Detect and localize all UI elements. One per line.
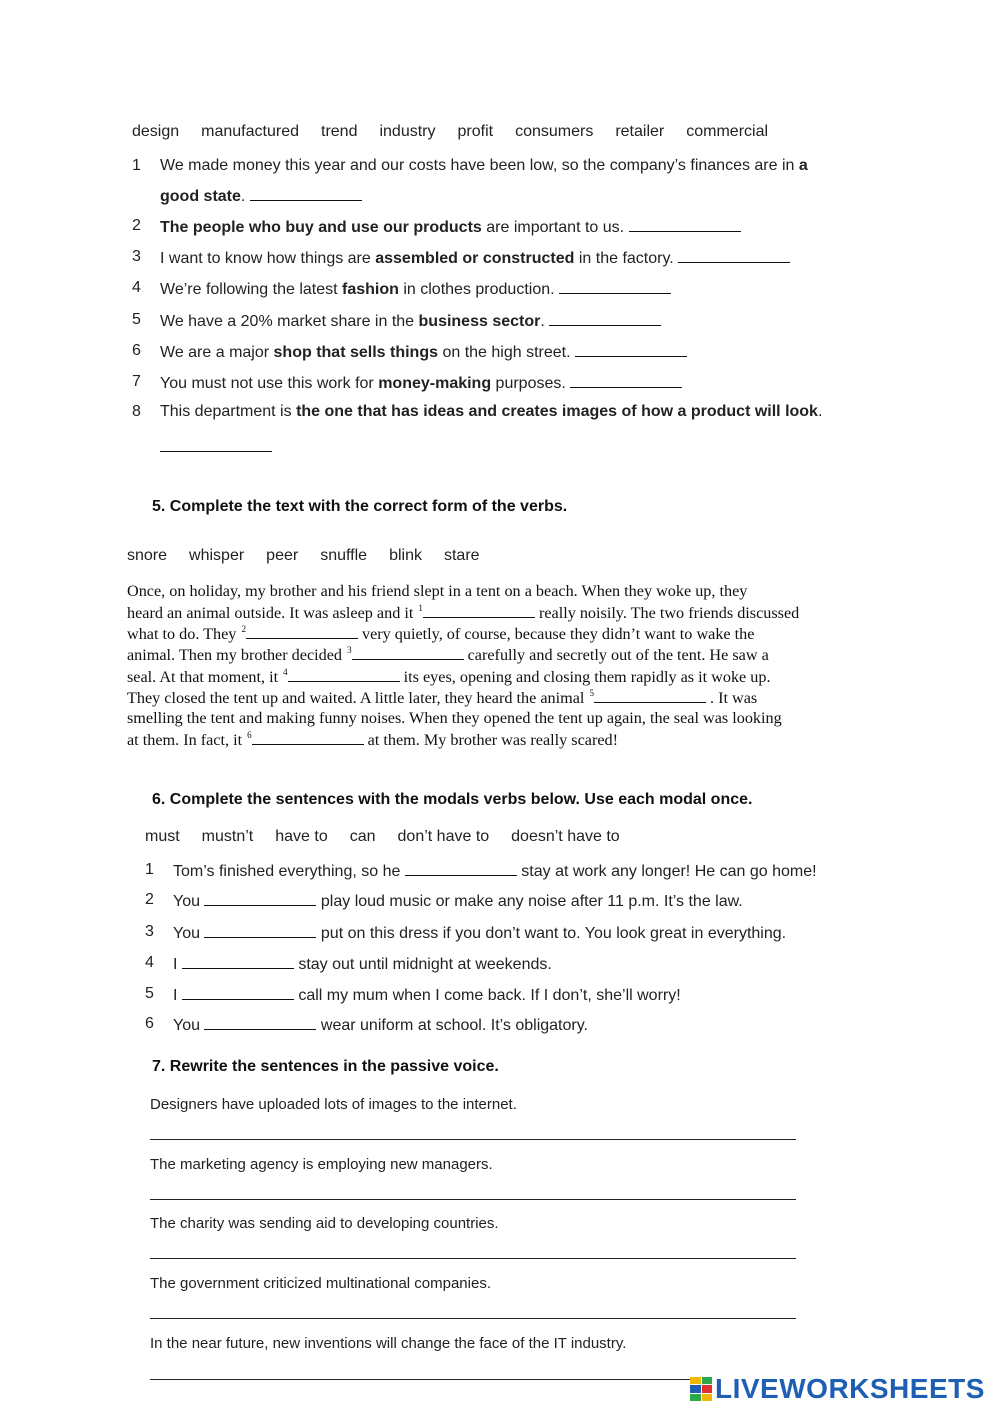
word-bank-item: must [145, 828, 180, 845]
answer-blank[interactable] [204, 891, 316, 906]
passive-prompt-5: In the near future, new inventions will change the face of the IT industry. [150, 1335, 627, 1352]
answer-blank[interactable] [405, 861, 517, 876]
word-bank-item: mustn’t [201, 828, 254, 845]
word-bank-item: manufactured [201, 123, 299, 140]
answer-blank[interactable] [629, 217, 741, 232]
word-bank-item: don’t have to [397, 828, 490, 845]
answer-blank[interactable] [678, 248, 790, 263]
story-line-8 [127, 730, 618, 750]
sentence-text: in clothes production. [398, 281, 555, 298]
sentence-text: in the factory. [574, 250, 674, 267]
story-text: Once, on holiday, my brother and his friend slept in a tent on a beach. When they woke up, they [127, 582, 748, 600]
story-text: at them. In fact, it [127, 731, 247, 749]
item-number: 3 [145, 923, 154, 940]
word-bank-item: design [132, 123, 180, 140]
answer-blank[interactable] [182, 954, 294, 969]
item-number: 7 [132, 373, 141, 390]
item-number: 6 [132, 342, 141, 359]
logo-text: LIVEWORKSHEETS [715, 1373, 985, 1404]
word-bank-item: have to [275, 828, 328, 845]
answer-blank[interactable] [182, 985, 294, 1000]
sentence-text: You [173, 893, 205, 910]
word-bank-item: can [349, 828, 376, 845]
ex4-sentence-1-cont [160, 186, 362, 206]
story-text: heard an animal outside. It was asleep and it [127, 604, 418, 622]
liveworksheets-logo [690, 1374, 985, 1404]
word-bank-item: commercial [686, 123, 769, 140]
logo-mark-icon [690, 1377, 712, 1401]
word-bank-item: snore [127, 547, 168, 564]
answer-blank[interactable] [288, 667, 400, 682]
story-line-4 [127, 645, 769, 665]
answer-line-1[interactable] [150, 1139, 796, 1140]
passive-prompt-1: Designers have uploaded lots of images to the internet. [150, 1096, 517, 1113]
sentence-text: purposes. [491, 375, 566, 392]
word-bank-item: stare [443, 547, 480, 564]
ex4-sentence-8 [160, 403, 822, 421]
answer-blank[interactable] [252, 730, 364, 745]
word-bank-item: doesn’t have to [511, 828, 620, 845]
sentence-text: are important to us. [481, 219, 625, 236]
item-number: 3 [132, 248, 141, 265]
answer-blank[interactable] [570, 373, 682, 388]
story-text: . It was [705, 689, 758, 707]
word-bank-item: blink [389, 547, 422, 564]
ex6-sentence-4 [173, 954, 552, 974]
story-text: carefully and secretly out of the tent. He saw a [463, 646, 769, 664]
ex4-sentence-7 [160, 373, 682, 393]
ex4-sentence-3 [160, 248, 790, 268]
answer-line-5[interactable] [150, 1379, 690, 1380]
answer-line-2[interactable] [150, 1199, 796, 1200]
story-text: at them. My brother was really scared! [363, 731, 619, 749]
sentence-text: We made money this year and our costs have been low, so the company’s finances are in [160, 157, 799, 174]
sentence-text: Tom’s finished everything, so he [173, 863, 405, 880]
item-number: 2 [132, 217, 141, 234]
story-text: animal. Then my brother decided [127, 646, 347, 664]
word-bank-item: profit [457, 123, 494, 140]
sentence-bold: a [798, 157, 808, 174]
answer-blank[interactable] [575, 342, 687, 357]
answer-blank[interactable] [559, 279, 671, 294]
story-text: seal. At that moment, it [127, 668, 283, 686]
story-text: They closed the tent up and waited. A little later, they heard the animal [127, 689, 589, 707]
answer-line-3[interactable] [150, 1258, 796, 1259]
answer-blank[interactable] [250, 186, 362, 201]
story-line-6 [127, 688, 757, 708]
ex4-sentence-5 [160, 311, 661, 331]
word-bank-item: peer [266, 547, 299, 564]
story-line-3 [127, 624, 754, 644]
answer-blank[interactable] [204, 1015, 316, 1030]
ex4-sentence-4 [160, 279, 671, 299]
sentence-text: play loud music or make any noise after 11 p.m. It’s the law. [316, 893, 743, 910]
sentence-text: I [173, 956, 182, 973]
item-number: 4 [145, 954, 154, 971]
story-line-2 [127, 603, 799, 623]
sentence-text: We’re following the latest [160, 281, 343, 298]
ex6-sentence-1 [173, 861, 817, 881]
sentence-bold: business sector [418, 313, 541, 330]
sentence-bold: shop that sells things [273, 344, 438, 361]
gap-number: 6 [247, 730, 252, 740]
answer-blank[interactable] [352, 645, 464, 660]
word-bank-ex6 [145, 828, 620, 846]
item-number: 8 [132, 403, 141, 420]
story-text: really noisily. The two friends discussed [534, 604, 800, 622]
word-bank-item: trend [321, 123, 358, 140]
passive-prompt-2: The marketing agency is employing new managers. [150, 1156, 493, 1173]
sentence-bold: good state [160, 188, 241, 205]
sentence-text: . [240, 188, 246, 205]
sentence-text: You must not use this work for [160, 375, 379, 392]
item-number: 1 [145, 861, 154, 878]
story-text: smelling the tent and making funny noises. When they opened the tent up again, the seal was looking [127, 709, 782, 727]
ex6-sentence-5 [173, 985, 681, 1005]
story-line-7 [127, 709, 782, 728]
passive-prompt-4: The government criticized multinational companies. [150, 1275, 491, 1292]
sentence-text: call my mum when I come back. If I don’t, she’ll worry! [293, 987, 681, 1004]
sentence-bold: the one that has ideas and creates images of how a product will look [296, 403, 818, 420]
answer-blank[interactable] [594, 688, 706, 703]
story-line-1 [127, 582, 747, 601]
ex7-heading: 7. Rewrite the sentences in the passive voice. [152, 1058, 499, 1075]
gap-number: 2 [241, 624, 246, 634]
story-text: its eyes, opening and closing them rapidly as it woke up. [399, 668, 771, 686]
answer-blank[interactable] [423, 603, 535, 618]
sentence-text: We are a major [160, 344, 274, 361]
ex4-sentence-6 [160, 342, 687, 362]
item-number: 2 [145, 891, 154, 908]
answer-blank[interactable] [204, 923, 316, 938]
sentence-text: You [173, 1017, 205, 1034]
word-bank-item: snuffle [320, 547, 368, 564]
word-bank-item: retailer [615, 123, 665, 140]
sentence-text: I want to know how things are [160, 250, 376, 267]
sentence-bold: money-making [378, 375, 492, 392]
item-number: 1 [132, 157, 141, 174]
gap-number: 3 [347, 645, 352, 655]
sentence-text: stay at work any longer! He can go home! [516, 863, 817, 880]
gap-number: 5 [589, 688, 594, 698]
word-bank-item: industry [379, 123, 436, 140]
ex6-heading: 6. Complete the sentences with the modals verbs below. Use each modal once. [152, 791, 753, 808]
story-text: very quietly, of course, because they didn’t want to wake the [357, 625, 755, 643]
sentence-text: You [173, 925, 205, 942]
sentence-text: put on this dress if you don’t want to. You look great in everything. [316, 925, 787, 942]
item-number: 6 [145, 1015, 154, 1032]
story-text: what to do. They [127, 625, 241, 643]
gap-number: 4 [283, 667, 288, 677]
ex6-sentence-3 [173, 923, 786, 943]
word-bank-item: whisper [189, 547, 245, 564]
ex4-sentence-1 [160, 157, 808, 175]
item-number: 5 [132, 311, 141, 328]
word-bank-item: consumers [515, 123, 594, 140]
story-line-5 [127, 667, 771, 687]
item-number: 4 [132, 279, 141, 296]
item-number: 5 [145, 985, 154, 1002]
ex5-heading: 5. Complete the text with the correct form of the verbs. [152, 498, 568, 515]
answer-line-4[interactable] [150, 1318, 796, 1319]
sentence-text: stay out until midnight at weekends. [293, 956, 552, 973]
answer-blank[interactable] [160, 437, 272, 452]
ex6-sentence-6 [173, 1015, 588, 1035]
ex4-sentence-2 [160, 217, 741, 237]
sentence-text: This department is [160, 403, 297, 420]
sentence-bold: assembled or constructed [375, 250, 575, 267]
word-bank-ex4 [132, 123, 768, 141]
answer-blank[interactable] [549, 311, 661, 326]
sentence-text: I [173, 987, 182, 1004]
gap-number: 1 [418, 603, 423, 613]
sentence-bold: fashion [342, 281, 399, 298]
sentence-text: We have a 20% market share in the [160, 313, 419, 330]
sentence-text: on the high street. [438, 344, 571, 361]
sentence-text: . [817, 403, 823, 420]
answer-blank[interactable] [246, 624, 358, 639]
sentence-text: . [540, 313, 545, 330]
sentence-text: wear uniform at school. It’s obligatory. [316, 1017, 588, 1034]
ex6-sentence-2 [173, 891, 743, 911]
word-bank-ex5 [127, 547, 480, 565]
passive-prompt-3: The charity was sending aid to developing countries. [150, 1215, 499, 1232]
sentence-bold: The people who buy and use our products [160, 219, 482, 236]
